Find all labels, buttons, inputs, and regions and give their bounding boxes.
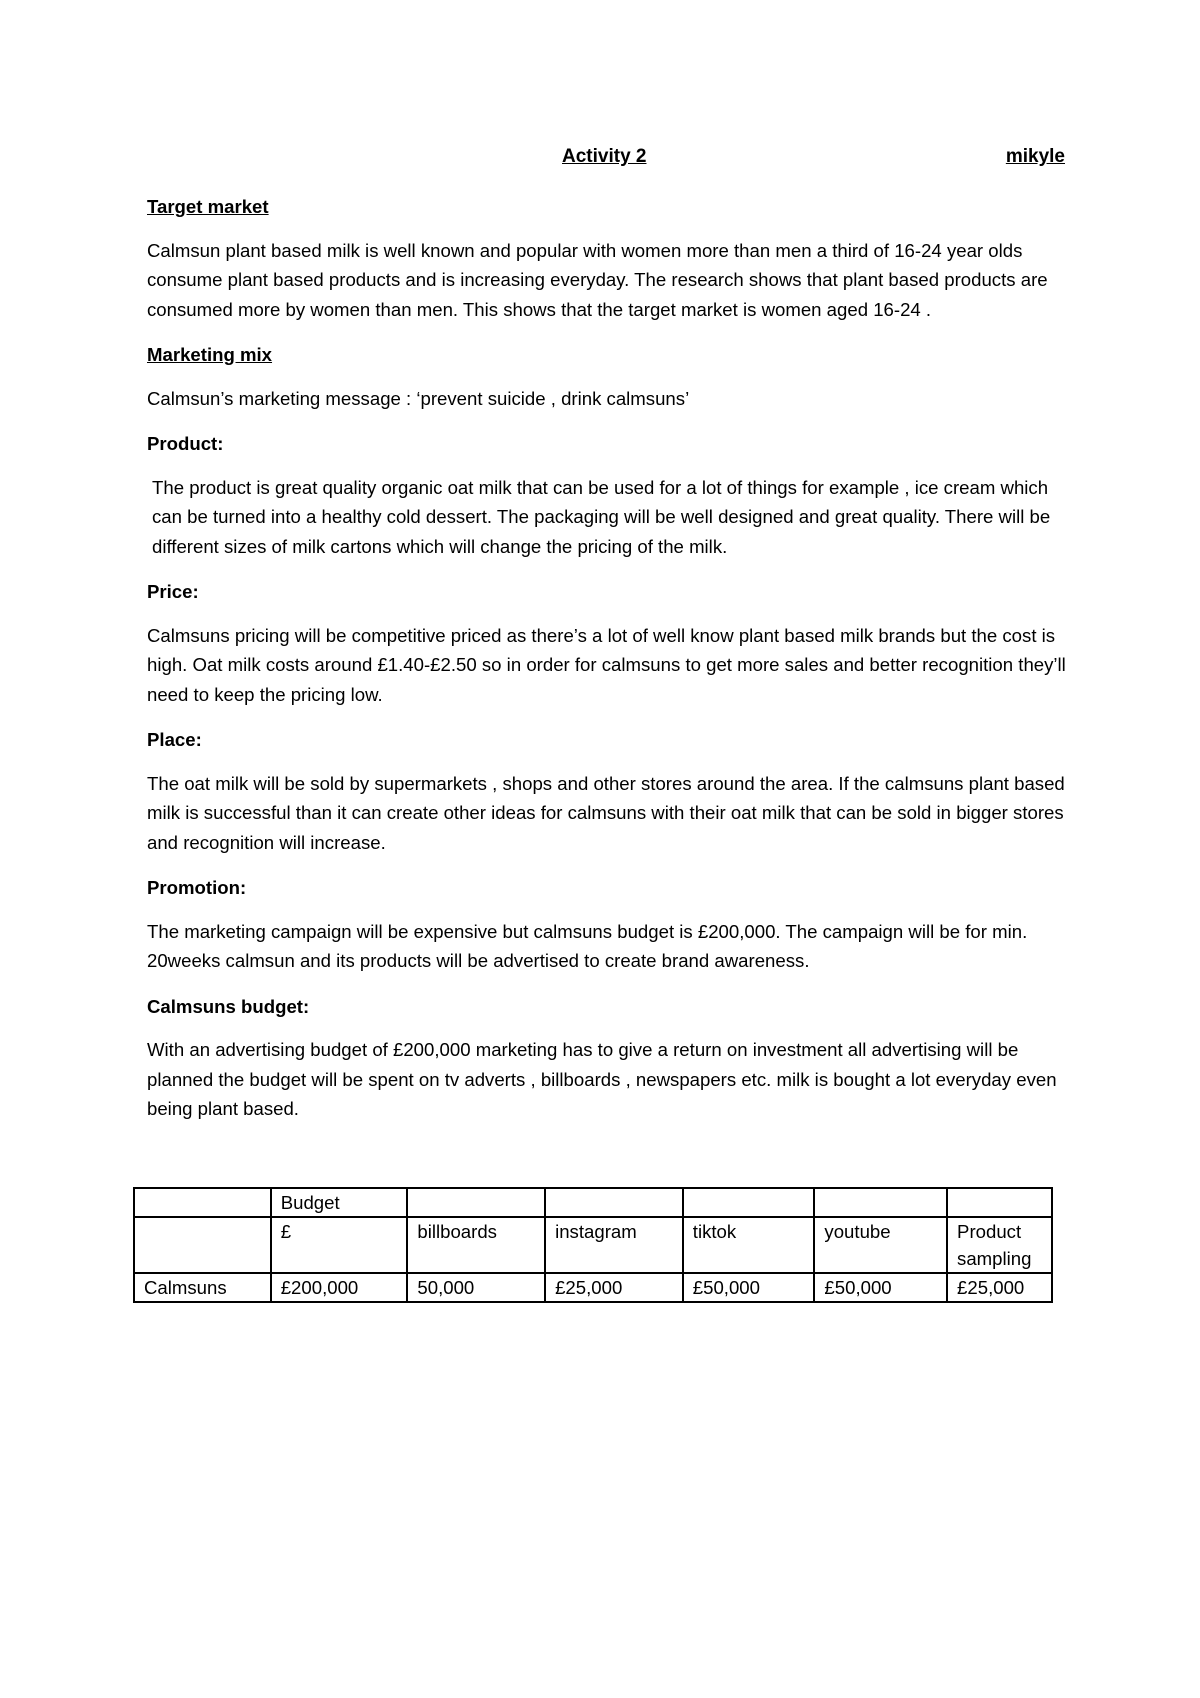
table-row <box>134 1273 1052 1302</box>
table-cell: Calmsuns <box>134 1273 271 1302</box>
marketing-mix-heading: Marketing mix <box>147 344 273 365</box>
promotion-heading: Promotion: <box>147 877 247 898</box>
table-cell <box>683 1188 815 1217</box>
table-cell <box>814 1188 947 1217</box>
table-cell: instagram <box>545 1217 683 1273</box>
place-heading: Place: <box>147 729 202 750</box>
document-header <box>147 146 1065 174</box>
target-market-heading: Target market <box>147 196 269 217</box>
table-cell <box>134 1188 271 1217</box>
table-cell: £200,000 <box>271 1273 408 1302</box>
table-cell: tiktok <box>683 1217 815 1273</box>
product-paragraph: The product is great quality organic oat milk that can be used for a lot of things for example , ice cream which can be turned into a healthy cold dessert. The packaging will be well designed and great quality. There will be different sizes of milk cartons which will change the pricing of the milk. <box>152 476 1051 557</box>
table-cell: £25,000 <box>947 1273 1052 1302</box>
table-cell <box>545 1188 683 1217</box>
budget-paragraph: With an advertising budget of £200,000 marketing has to give a return on investment all advertising will be planned the budget will be spent on tv adverts , billboards , newspapers etc. milk is bought a lot everyday even being plant based. <box>147 1039 1057 1119</box>
budget-table <box>133 1187 1053 1303</box>
table-cell <box>134 1217 271 1273</box>
table-cell <box>407 1188 545 1217</box>
target-market-paragraph: Calmsun plant based milk is well known and popular with women more than men a third of 16-24 year olds consume plant based products and is increasing everyday. The research shows that plant based products are consumed more by women than men. This shows that the target market is women aged 16-24 . <box>147 239 1048 320</box>
table-cell: £50,000 <box>683 1273 815 1302</box>
table-cell: billboards <box>407 1217 545 1273</box>
document-title: Activity 2 <box>562 146 647 167</box>
table-cell: youtube <box>814 1217 947 1273</box>
marketing-message-paragraph: Calmsun’s marketing message : ‘prevent suicide , drink calmsuns’ <box>147 387 690 409</box>
table-header-row <box>134 1217 1052 1273</box>
table-header-row <box>134 1188 1052 1217</box>
table-cell: Product sampling <box>947 1217 1052 1273</box>
place-paragraph: The oat milk will be sold by supermarkets , shops and other stores around the area. If the calmsuns plant based milk is successful than it can create other ideas for calmsuns with their oat milk that can be sold in bigger stores and recognition will increase. <box>147 772 1065 853</box>
table-cell: 50,000 <box>407 1273 545 1302</box>
price-heading: Price: <box>147 581 199 602</box>
table-cell: £ <box>271 1217 408 1273</box>
table-cell <box>947 1188 1052 1217</box>
document-author: mikyle <box>1005 146 1065 167</box>
budget-heading: Calmsuns budget: <box>147 995 310 1017</box>
product-heading: Product: <box>147 433 224 454</box>
document-body <box>147 192 1067 1140</box>
price-paragraph: Calmsuns pricing will be competitive priced as there’s a lot of well know plant based milk brands but the cost is high. Oat milk costs around £1.40-£2.50 so in order for calmsuns to get more sales and better recognition they’ll need to keep the pricing low. <box>147 624 1066 705</box>
table-cell: Budget <box>271 1188 408 1217</box>
table-cell: £50,000 <box>814 1273 947 1302</box>
promotion-paragraph: The marketing campaign will be expensive but calmsuns budget is £200,000. The campaign will be for min. 20weeks calmsun and its products will be advertised to create brand awareness. <box>147 920 1028 971</box>
table-cell: £25,000 <box>545 1273 683 1302</box>
